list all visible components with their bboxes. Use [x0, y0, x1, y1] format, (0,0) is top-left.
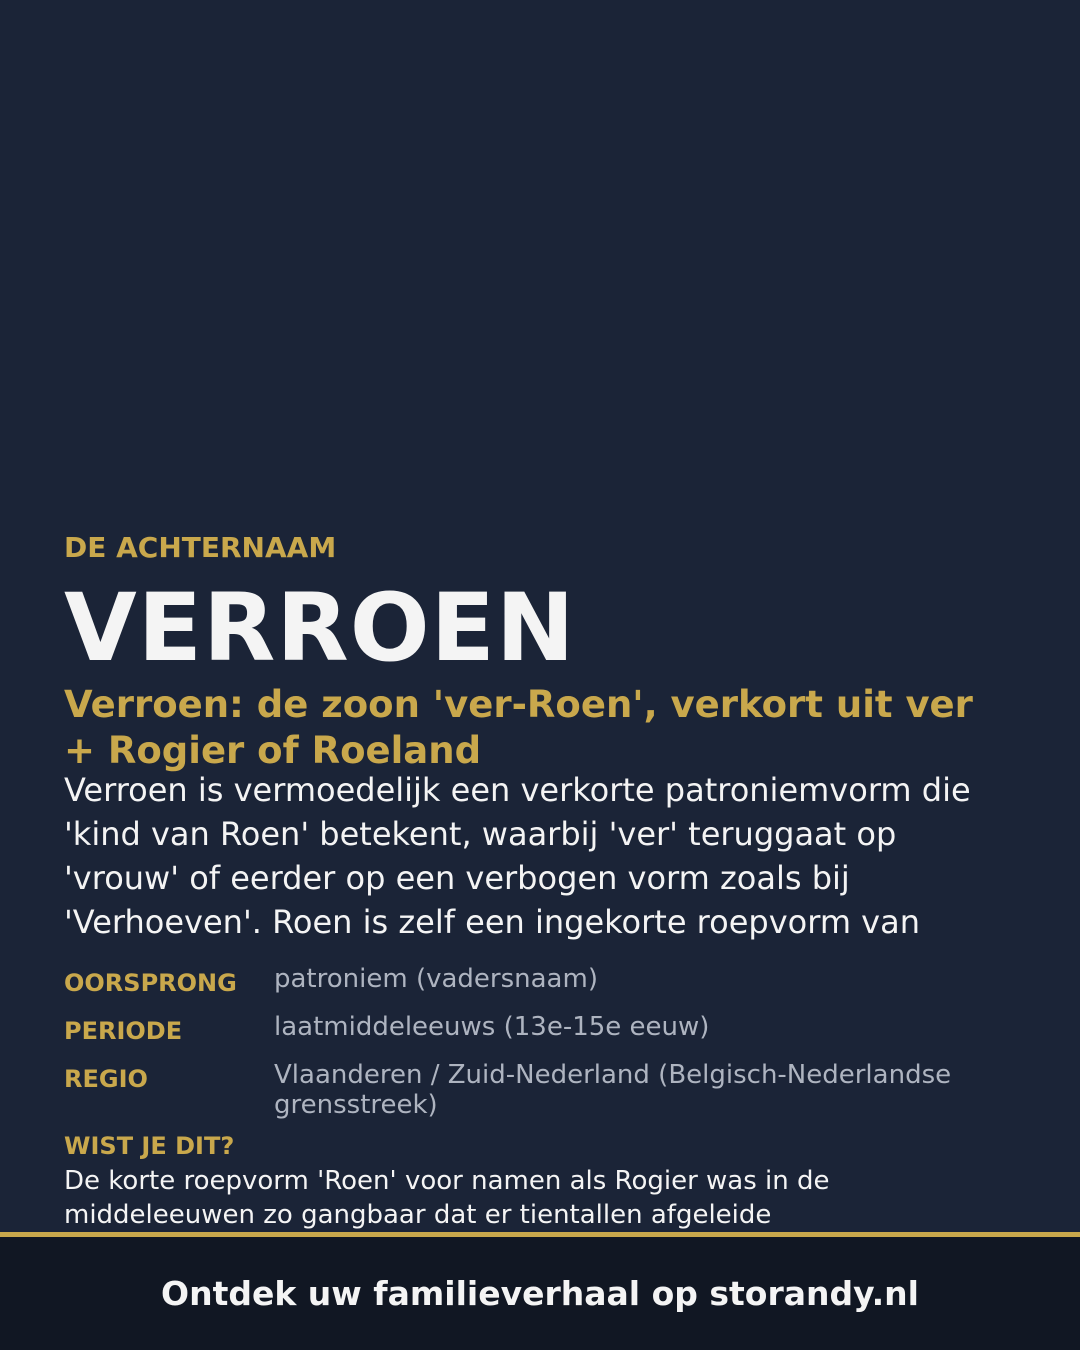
surname-card	[64, 0, 1014, 1232]
fact-value: laatmiddeleeuws (13e-15e eeuw)	[274, 1012, 710, 1042]
footer-banner	[0, 1237, 1080, 1350]
fact-label: OORSPRONG	[64, 969, 237, 997]
fact-row-period	[64, 1012, 1014, 1046]
fact-value: Vlaanderen / Zuid-Nederland (Belgisch-Nederlandse grensstreek)	[274, 1060, 952, 1120]
fact-row-region	[64, 1060, 1014, 1120]
fact-row-origin	[64, 964, 1014, 998]
surname-title: VERROEN	[64, 574, 576, 683]
surname-subtitle: Verroen: de zoon 'ver-Roen', verkort uit ver + Rogier of Roeland	[64, 683, 973, 772]
eyebrow-label: DE ACHTERNAAM	[64, 531, 337, 564]
surname-description: Verroen is vermoedelijk een verkorte patroniemvorm die 'kind van Roen' betekent, waarbij 'ver' teruggaat op 'vrouw' of eerder op een verbogen vorm zoals bij 'Verhoeven'. Roen is zelf een ingekorte roepvorm van	[64, 771, 971, 941]
facts-list	[64, 964, 1014, 1134]
fact-label: PERIODE	[64, 1017, 183, 1045]
footer-cta-text: Ontdek uw familieverhaal op storandy.nl	[161, 1273, 919, 1313]
did-you-know-text: De korte roepvorm 'Roen' voor namen als Rogier was in de middeleeuwen zo gangbaar dat er tientallen afgeleide	[64, 1166, 830, 1230]
did-you-know-label: WIST JE DIT?	[64, 1132, 235, 1160]
fact-label: REGIO	[64, 1065, 148, 1093]
fact-value: patroniem (vadersnaam)	[274, 964, 598, 994]
